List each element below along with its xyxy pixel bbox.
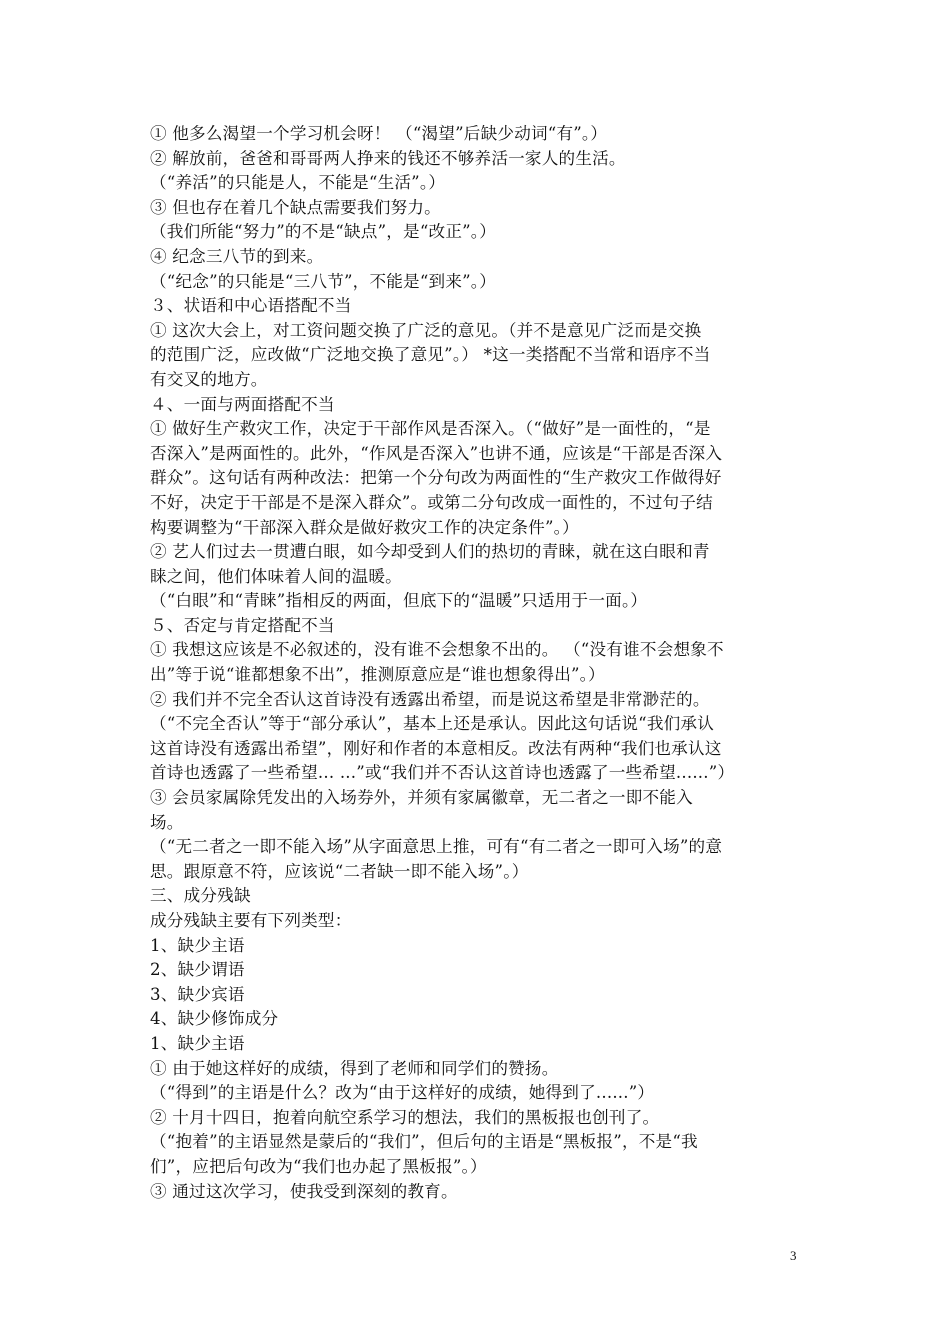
text-line: 1、缺少主语 [150, 935, 245, 955]
text-line: （“无二者之一即不能入场”从字面意思上推，可有“有二者之一即可入场”的意 [150, 837, 723, 857]
text-line: ① 由于她这样好的成绩，得到了老师和同学们的赞扬。 [150, 1058, 559, 1078]
text-line: ３、状语和中心语搭配不当 [150, 296, 352, 316]
text-line: ③ 但也存在着几个缺点需要我们努力。 [150, 197, 441, 217]
text-line: 出”等于说“谁都想象不出”，推测原意应是“谁也想象得出”。） [150, 665, 605, 685]
text-line: ② 艺人们过去一贯遭白眼，如今却受到人们的热切的青睐，就在这白眼和青 [150, 542, 710, 562]
text-line: ① 他多么渴望一个学习机会呀！ （“渴望”后缺少动词“有”。） [150, 124, 608, 143]
text-line: （“抱着”的主语显然是蒙后的“我们”，但后句的主语是“黑板报”，不是“我 [150, 1132, 698, 1152]
text-line: ③ 通过这次学习，使我受到深刻的教育。 [150, 1181, 458, 1201]
text-line: ② 解放前，爸爸和哥哥两人挣来的钱还不够养活一家人的生活。 [150, 148, 626, 168]
text-line: （“得到”的主语是什么？改为“由于这样好的成绩，她得到了......”） [150, 1083, 655, 1103]
page-number: 3 [790, 1248, 797, 1263]
text-line: ① 做好生产救灾工作，决定于干部作风是否深入。（“做好”是一面性的，“是 [150, 419, 711, 439]
text-line: （我们所能“努力”的不是“缺点”，是“改正”。） [150, 222, 497, 242]
text-line: ④ 纪念三八节的到来。 [150, 246, 324, 266]
text-line: 3、缺少宾语 [150, 984, 245, 1004]
text-line: 4、缺少修饰成分 [150, 1009, 279, 1029]
text-line: ① 这次大会上，对工资问题交换了广泛的意见。（并不是意见广泛而是交换 [150, 320, 702, 340]
text-line: （“不完全否认”等于“部分承认”，基本上还是承认。因此这句话说“我们承认 [150, 714, 715, 734]
text-line: ③ 会员家属除凭发出的入场券外，并须有家属徽章，无二者之一即不能入 [150, 788, 693, 808]
text-line: ４、一面与两面搭配不当 [150, 394, 335, 414]
text-line: ５、否定与肯定搭配不当 [150, 615, 335, 635]
text-line: （“养活”的只能是人，不能是“生活”。） [150, 173, 446, 193]
text-line: 成分残缺主要有下列类型： [150, 911, 352, 930]
text-line: 场。 [150, 812, 184, 832]
text-line: 否深入”是两面性的。此外，“作风是否深入”也讲不通，应该是“干部是否深入 [150, 443, 723, 463]
text-line: 们”，应把后句改为“我们也办起了黑板报”。） [150, 1156, 487, 1176]
text-line: 首诗也透露了一些希望... ...”或“我们并不否认这首诗也透露了一些希望......”） [150, 763, 735, 783]
text-line: 三、成分残缺 [150, 886, 251, 906]
text-line: 的范围广泛，应改做“广泛地交换了意见”。） *这一类搭配不当常和语序不当 [150, 345, 711, 365]
text-line: 2、缺少谓语 [150, 960, 245, 980]
text-line: 群众”。这句话有两种改法：把第一个分句改为两面性的“生产救灾工作做得好 [150, 468, 722, 488]
text-line: 1、缺少主语 [150, 1033, 245, 1053]
text-line: （“白眼”和“青睐”指相反的两面，但底下的“温暖”只适用于一面。） [150, 591, 648, 611]
text-line: ① 我想这应该是不必叙述的，没有谁不会想象不出的。 （“没有谁不会想象不 [150, 640, 724, 660]
text-line: 思。跟原意不符，应该说“二者缺一即不能入场”。） [150, 861, 529, 881]
text-line: （“纪念”的只能是“三八节”，不能是“到来”。） [150, 271, 497, 291]
text-line: 这首诗没有透露出希望”，刚好和作者的本意相反。改法有两种“我们也承认这 [150, 738, 722, 758]
text-line: 睐之间，他们体味着人间的温暖。 [150, 566, 402, 586]
document-body [150, 122, 810, 1204]
text-line: ② 我们并不完全否认这首诗没有透露出希望，而是说这希望是非常渺茫的。 [150, 689, 710, 709]
text-line: 有交叉的地方。 [150, 369, 268, 389]
text-line: 不好，决定于干部是不是深入群众”。或第二分句改成一面性的，不过句子结 [150, 492, 713, 512]
text-line: ② 十月十四日，抱着向航空系学习的想法，我们的黑板报也创刊了。 [150, 1107, 660, 1127]
text-line: 构要调整为“干部深入群众是做好救灾工作的决定条件”。） [150, 517, 579, 537]
